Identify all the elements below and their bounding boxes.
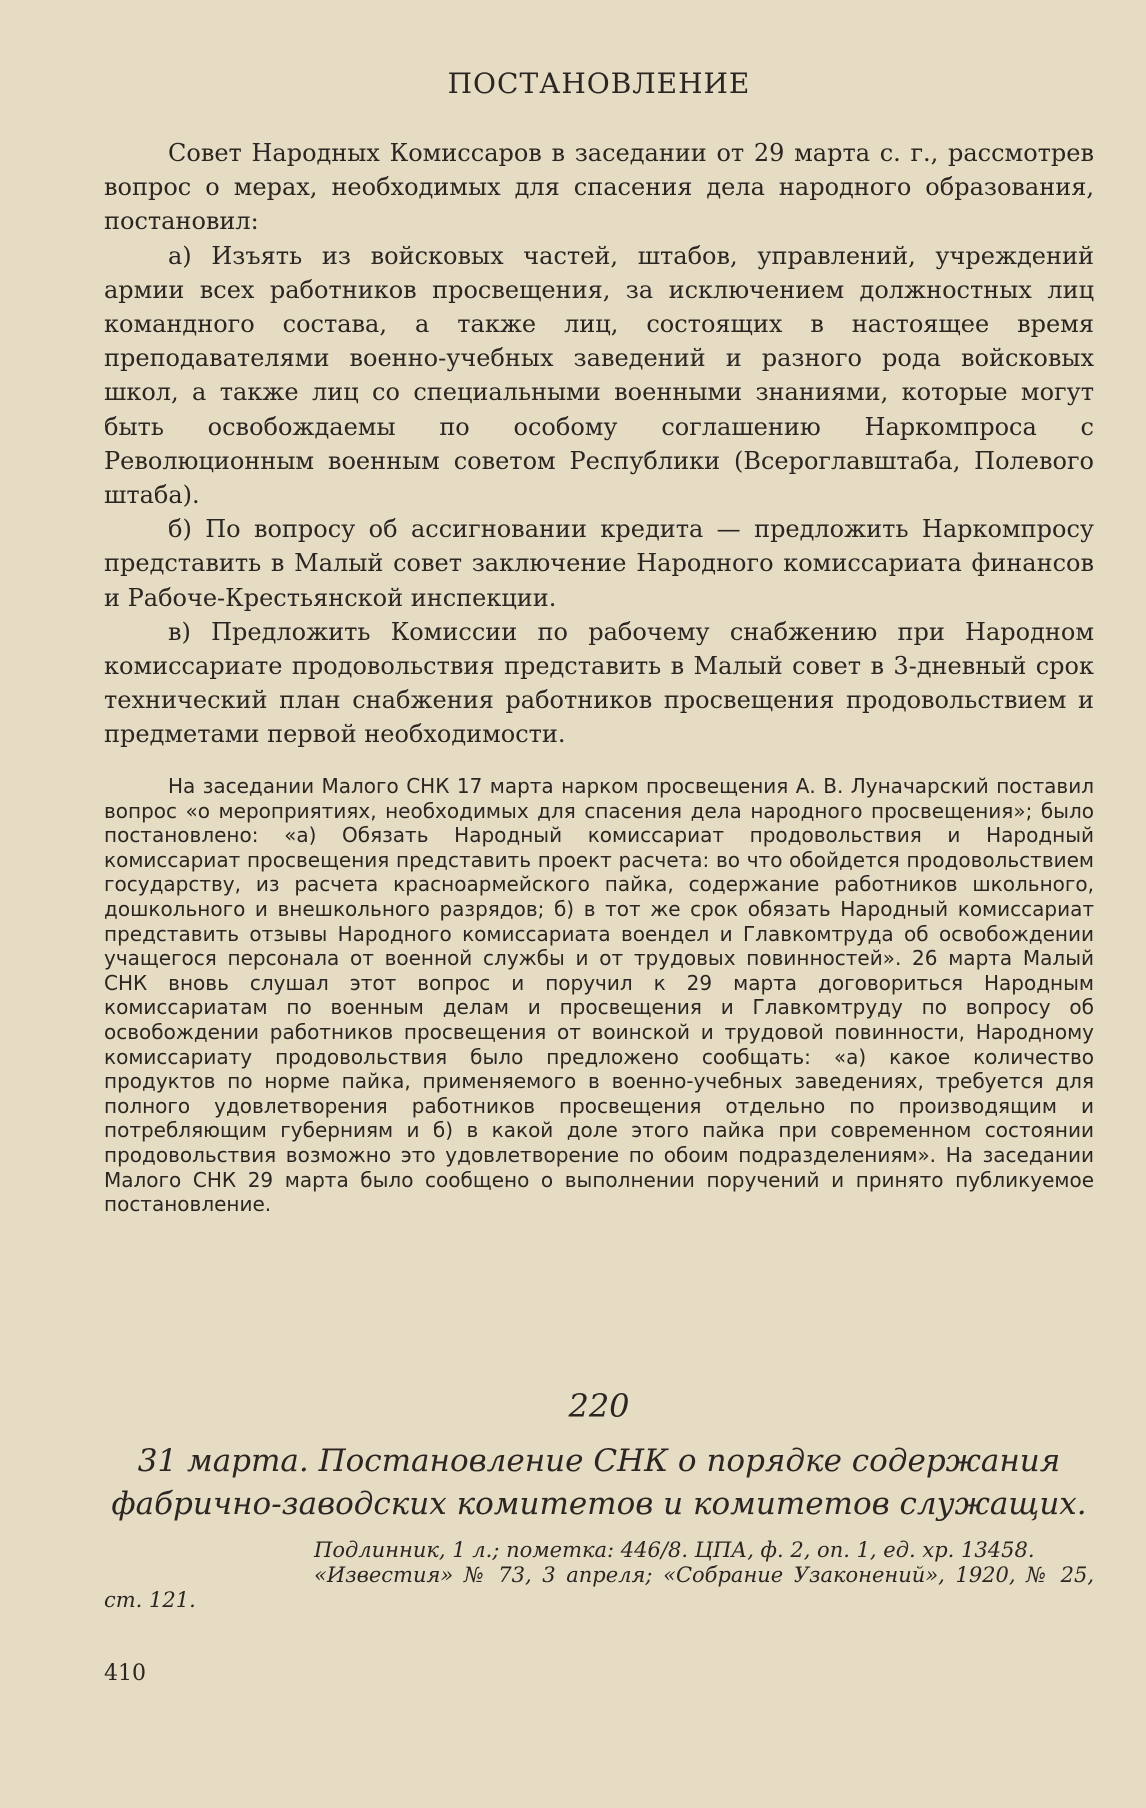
document-number: 220 [568,1387,630,1425]
resolution-body [104,136,1094,752]
resolution-item-c: в) Предложить Комиссии по рабочему снабжению при Народном комиссариате продовольствия представить в Малый совет в 3-дневный срок технический план снабжения работников просвещения продовольствием и предметами первой необходимости. [104,617,1094,749]
source-original: Подлинник, 1 л.; пометка: 446/8. ЦПА, ф. 2, оп. 1, ед. хр. 13458. [314,1538,1035,1562]
editorial-note [104,774,1094,1217]
source-publications: «Известия» № 73, 3 апреля; «Собрание Узаконений», 1920, № 25, ст. 121. [104,1563,1094,1612]
resolution-item-a: а) Изъять из войсковых частей, штабов, управлений, учреждений армии всех работников просвещения, за исключением должностных лиц командного состава, а также лиц, состоящих в настоящее время преподавателями военно-учебных заведений и разного рода войсковых школ, а также лиц со специальными военными знаниями, которые могут быть освобождаемы по особому соглашению Наркомпроса с Революционным военным советом Республики (Всероглавштаба, Полевого штаба). [104,241,1094,510]
page-heading: ПОСТАНОВЛЕНИЕ [447,67,751,100]
resolution-intro: Совет Народных Комиссаров в заседании от 29 марта с. г., рассмотрев вопрос о мерах, необходимых для спасения дела народного образования, постановил: [104,139,1094,236]
resolution-item-b: б) По вопросу об ассигновании кредита — предложить Наркомпросу представить в Малый совет заключение Народного комиссариата финансов и Рабоче-Крестьянской инспекции. [104,515,1094,612]
page-number: 410 [104,1661,146,1686]
document-title: 31 марта. Постановление СНК о порядке содержания фабрично-заводских комитетов и комитетов служащих. [111,1443,1087,1522]
editorial-note-text: На заседании Малого СНК 17 марта нарком просвещения А. В. Луначарский поставил вопрос «о мероприятиях, необходимых для спасения дела народного просвещения»; было постановлено: «а) Обязать Народный комиссариат продовольствия и Народный комиссариат просвещения представить проект расчета: во что обойдется продовольствием государству, из расчета красноармейского пайка, содержание работников школьного, дошкольного и внешкольного разрядов; б) в тот же срок обязать Народный комиссариат представить отзывы Народного комиссариата воендел и Главкомтруда об освобождении учащегося персонала от военной службы и от трудовых повинностей». 26 марта Малый СНК вновь слушал этот вопрос и поручил к 29 марта договориться Народным комиссариатам по военным делам и просвещения и Главкомтруду по вопросу об освобождении работников просвещения от воинской и трудовой повинности, Народному комиссариату продовольствия было предложено сообщать: «а) какое количество продуктов по норме пайка, применяемого в военно-учебных заведениях, требуется для полного удовлетворения работников просвещения отдельно по производящим и потребляющим губерниям и б) в какой доле этого пайка при современном состоянии продовольствия возможно это удовлетворение по обоим подразделениям». На заседании Малого СНК 29 марта было сообщено о выполнении поручений и принято публикуемое постановление. [104,774,1094,1217]
document-page [104,0,1094,1808]
source-references [104,1538,1094,1613]
